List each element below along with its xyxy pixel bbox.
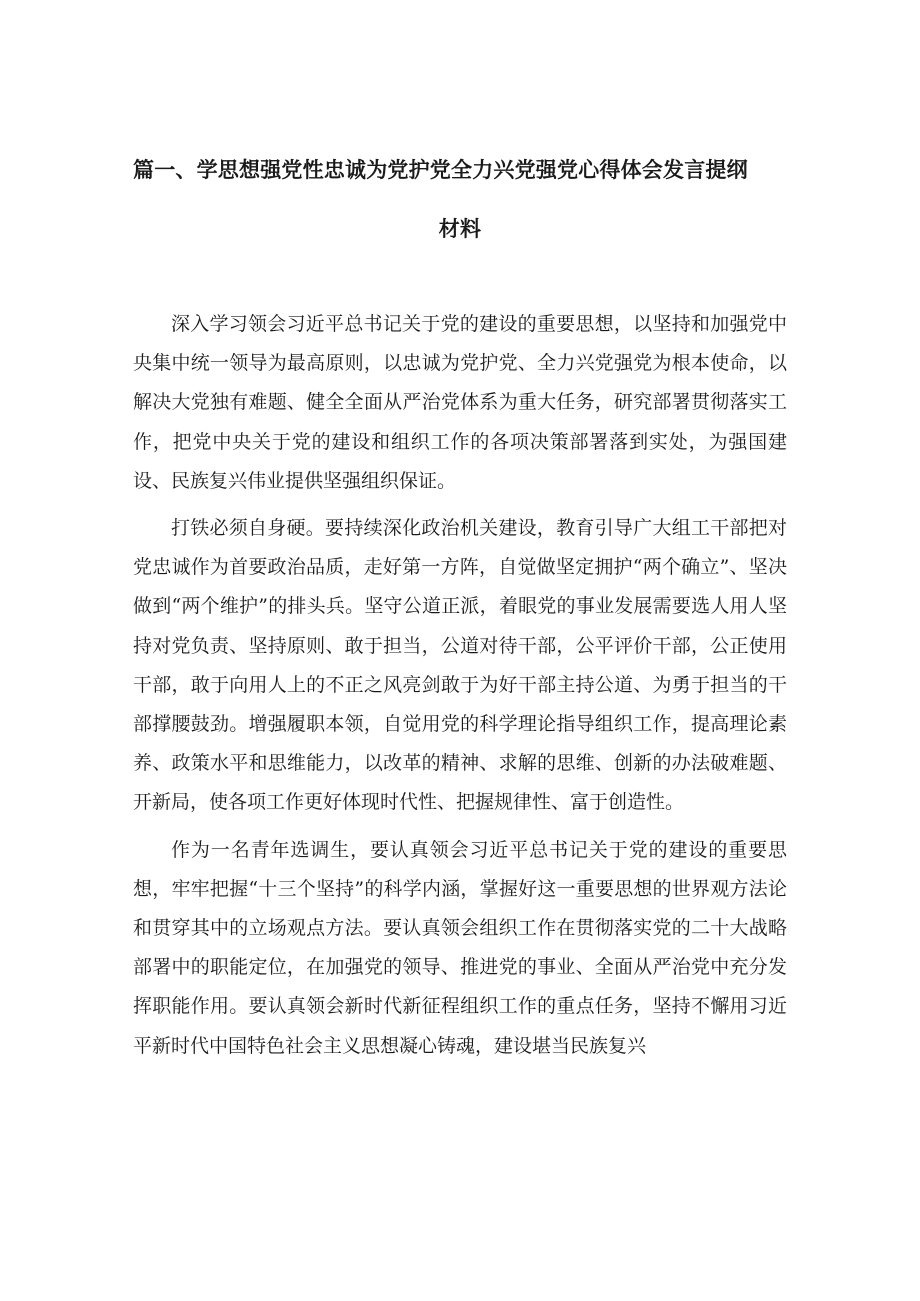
document-body <box>133 305 787 1074</box>
document-title: 篇一、学思想强党性忠诚为党护党全力兴党强党心得体会发言提纲 <box>133 158 748 182</box>
body-paragraph: 作为一名青年选调生，要认真领会习近平总书记关于党的建设的重要思想，牢牢把握“十三个坚持”的科学内涵，掌握好这一重要思想的世界观方法论和贯穿其中的立场观点方法。要认真领会组织工作在贯彻落实党的二十大战略部署中的职能定位，在加强党的领导、推进党的事业、全面从严治党中充分发挥职能作用。要认真领会新时代新征程组织工作的重点任务，坚持不懈用习近平新时代中国特色社会主义思想凝心铸魂，建设堪当民族复兴 <box>133 838 787 1057</box>
body-paragraph: 打铁必须自身硬。要持续深化政治机关建设，教育引导广大组工干部把对党忠诚作为首要政治品质，走好第一方阵，自觉做坚定拥护“两个确立”、坚决做到“两个维护”的排头兵。坚守公道正派，着眼党的事业发展需要选人用人坚持对党负责、坚持原则、敢于担当，公道对待干部，公平评价干部，公正使用干部，敢于向用人上的不正之风亮剑敢于为好干部主持公道、为勇于担当的干部撑腰鼓劲。增强履职本领，自觉用党的科学理论指导组织工作，提高理论素养、政策水平和思维能力，以改革的精神、求解的思维、创新的办法破难题、开新局，使各项工作更好体现时代性、把握规律性、富于创造性。 <box>133 517 787 814</box>
document-title-continuation: 材料 <box>438 217 482 241</box>
body-paragraph: 深入学习领会习近平总书记关于党的建设的重要思想，以坚持和加强党中央集中统一领导为最高原则，以忠诚为党护党、全力兴党强党为根本使命，以解决大党独有难题、健全全面从严治党体系为重大任务，研究部署贯彻落实工作，把党中央关于党的建设和组织工作的各项决策部署落到实处，为强国建设、民族复兴伟业提供坚强组织保证。 <box>133 313 787 492</box>
